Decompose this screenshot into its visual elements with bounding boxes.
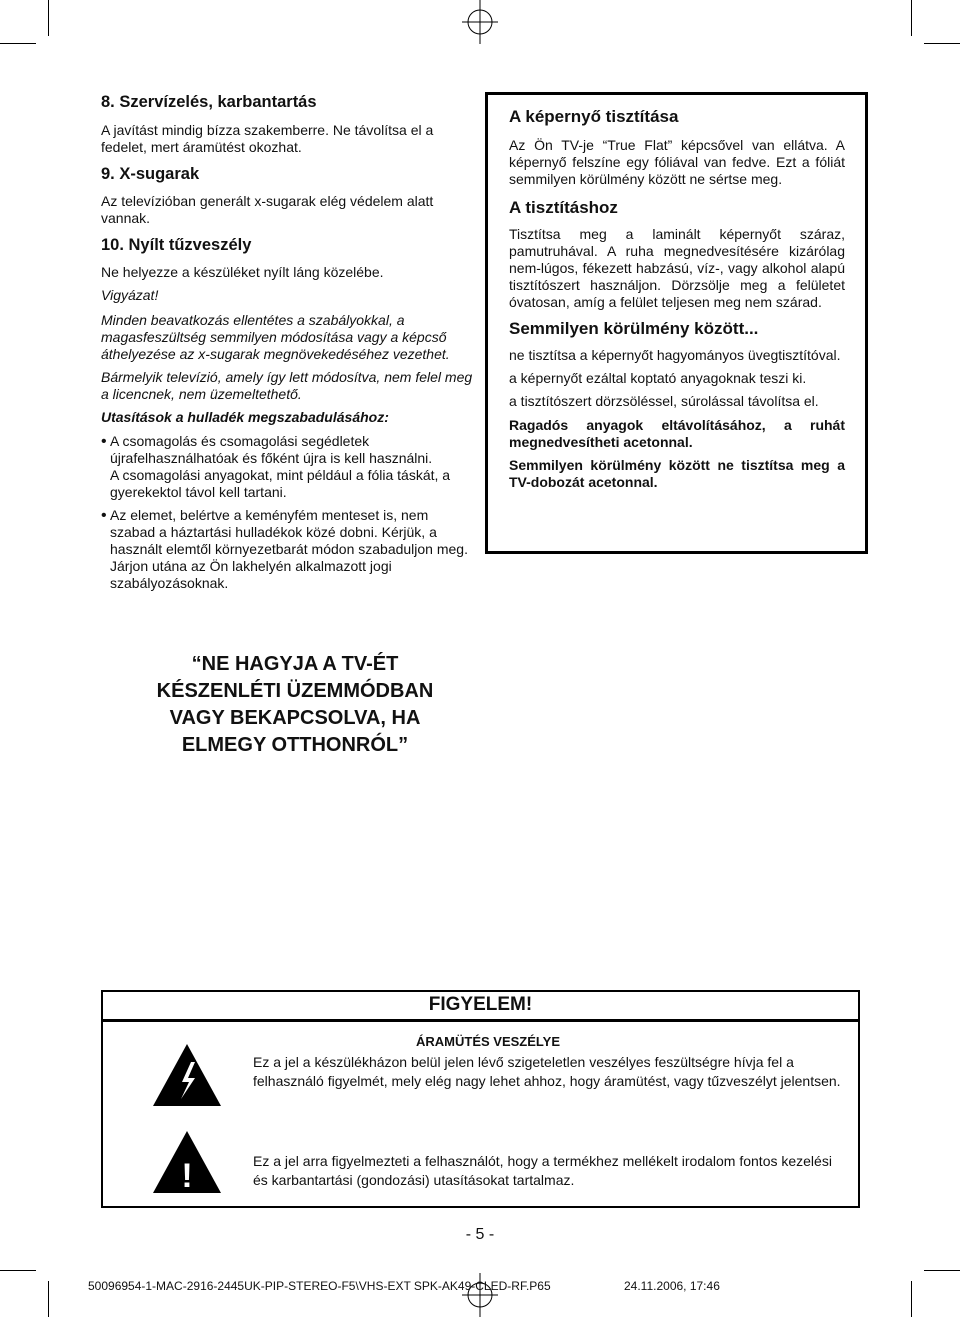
box-title: A képernyő tisztítása bbox=[509, 107, 679, 126]
bullet-text: • A csomagolás és csomagolási segédletek újrafelhasználhatóak és főként újra is kell használni. bbox=[110, 433, 433, 466]
section-title: 9. X-sugarak bbox=[101, 165, 200, 183]
subsection-title: A tisztításhoz bbox=[509, 198, 618, 217]
exclamation-icon bbox=[151, 1129, 223, 1195]
paragraph: a képernyőt ezáltal koptató anyagoknak teszi ki. bbox=[509, 370, 807, 386]
paragraph: A javítást mindig bízza szakemberre. Ne távolítsa el a fedelet, mert áramütést okozhat. bbox=[101, 122, 434, 155]
paragraph: Tisztítsa meg a laminált képernyőt száraz, pamutruhával. A ruha megnedvesítésére kizárólag nem-lúgos, fékezett habzású, víz-, vagy alkohol alapú tisztítószert használjon. Dörzsölje meg a felületet óvatosan, amíg a felület teljesen meg nem szárad. bbox=[509, 226, 845, 310]
disposal-title: Utasítások a hulladék megszabadulásához: bbox=[101, 409, 389, 425]
warning-box bbox=[101, 990, 860, 1208]
list-item bbox=[101, 433, 475, 501]
shock-text: Ez a jel a készülékházon belül jelen lévő szigeteletlen veszélyes feszültségre hívja fel a felhasználó figyelmét, mely elég nagy lehet ahhoz, hogy áramütést, vagy tűzveszélyt jelentsen. bbox=[253, 1054, 841, 1089]
paragraph: Az televízióban generált x-sugarak elég védelem alatt vannak. bbox=[101, 193, 434, 226]
left-column bbox=[101, 92, 475, 592]
list-item bbox=[101, 507, 475, 592]
exclamation-glyph: ! bbox=[181, 1157, 193, 1195]
bullet-text: • Az elemet, belértve a keményfém menteset is, nem szabad a háztartási hulladékok közé dobni. Kérjük, a használt elemtől környezetbarát módon szabaduljon meg. Járjon utána az Ön lakhelyén alkalmazott jogi szabályozásoknak. bbox=[110, 507, 468, 591]
subsection-title: Semmilyen körülmény között... bbox=[509, 319, 759, 338]
registration-mark bbox=[460, 0, 500, 44]
crop-mark bbox=[48, 0, 49, 36]
caution-paragraph: Minden beavatkozás ellentétes a szabályokkal, a magasfeszültség semmilyen módosítása vagy a képcső áthelyezése az x-sugarak megnövekedéséhez vezethet. bbox=[101, 312, 450, 362]
crop-mark bbox=[924, 1270, 960, 1271]
warning-title: FIGYELEM! bbox=[428, 994, 533, 1015]
shock-title: ÁRAMÜTÉS VESZÉLYE bbox=[416, 1034, 560, 1049]
caution-label: Vigyázat! bbox=[101, 287, 159, 303]
crop-mark bbox=[911, 0, 912, 36]
crop-mark bbox=[911, 1281, 912, 1317]
standby-notice: “NE HAGYJA A TV-ÉT KÉSZENLÉTI ÜZEMMÓDBAN VAGY BEKAPCSOLVA, HA ELMEGY OTTHONRÓL” bbox=[156, 653, 434, 756]
paragraph: ne tisztítsa a képernyőt hagyományos üvegtisztítóval. bbox=[509, 347, 841, 363]
exclaim-text: Ez a jel arra figyelmezteti a felhasználót, hogy a termékhez mellékelt irodalom fontos kezelési és karbantartási (gondozási) utasításokat tartalmaz. bbox=[253, 1153, 832, 1188]
paragraph: Ne helyezze a készüléket nyílt láng közelébe. bbox=[101, 264, 384, 280]
paragraph: Ragadós anyagok eltávolításához, a ruhát megnedvesítheti acetonnal. bbox=[509, 417, 845, 450]
lightning-bolt-icon bbox=[151, 1042, 223, 1108]
paragraph: Semmilyen körülmény között ne tisztítsa meg a TV-dobozát acetonnal. bbox=[509, 457, 845, 490]
section-title: 8. Szervízelés, karbantartás bbox=[101, 93, 317, 111]
paragraph: a tisztítószert dörzsöléssel, súrolással távolítsa el. bbox=[509, 393, 819, 409]
page-number: - 5 - bbox=[465, 1226, 495, 1243]
screen-cleaning-box bbox=[485, 92, 868, 554]
bullet-text: A csomagolási anyagokat, mint például a fólia táskát, a gyerekektol távol kell tartani. bbox=[110, 467, 451, 500]
caution-paragraph: Bármelyik televízió, amely így lett módosítva, nem felel meg a licencnek, nem üzemeltethető. bbox=[101, 369, 473, 402]
divider bbox=[103, 1019, 858, 1022]
crop-mark bbox=[0, 1270, 36, 1271]
footer-date: 24.11.2006, 17:46 bbox=[624, 1279, 720, 1293]
crop-mark bbox=[48, 1281, 49, 1317]
crop-mark bbox=[0, 43, 36, 44]
crop-mark bbox=[924, 43, 960, 44]
paragraph: Az Ön TV-je “True Flat” képcsővel van ellátva. A képernyő felszíne egy fóliával van fedve. Ezt a fóliát semmilyen körülmény között ne sértse meg. bbox=[509, 137, 845, 187]
section-title: 10. Nyílt tűzveszély bbox=[101, 236, 252, 254]
footer-filename: 50096954-1-MAC-2916-2445UK-PIP-STEREO-F5\VHS-EXT SPK-AK49-CLED-RF.P65 bbox=[88, 1279, 551, 1293]
